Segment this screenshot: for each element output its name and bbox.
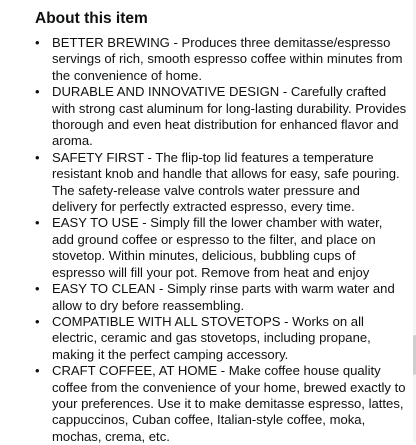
feature-item-better-brewing [35, 35, 407, 84]
feature-text: EASY TO USE - Simply fill the lower chamber with water, add ground coffee or espresso to the filter, and place on stovetop. Within minutes, delicious, bubbling cups of espresso will fill your pot. Remove from heat and enjoy [52, 215, 383, 280]
feature-text: CRAFT COFFEE, AT HOME - Make coffee house quality coffee from the convenience of your home, brewed exactly to your preferences. Use it to make demitasse espresso, lattes, cappuccinos, Cuban coffee, Italian-style coffee, moka, mochas, crema, etc. [52, 363, 406, 444]
feature-item-compatible-stovetops [35, 314, 407, 363]
feature-text: COMPATIBLE WITH ALL STOVETOPS - Works on all electric, ceramic and gas stovetops, including propane, making it the perfect camping accessory. [52, 313, 371, 362]
feature-text: BETTER BREWING - Produces three demitasse/espresso servings of rich, smooth espresso coffee within minutes from the convenience of home. [52, 35, 403, 83]
bullet-icon: • [35, 363, 40, 379]
section-heading: About this item [35, 10, 148, 27]
bullet-icon: • [35, 149, 40, 165]
about-this-item-section [35, 9, 407, 445]
bullet-icon: • [35, 281, 40, 297]
feature-text: DURABLE AND INNOVATIVE DESIGN - Carefully crafted with strong cast aluminum for long-lasting durability. Provides thorough and even heat distribution for enhanced flavor and aroma. [52, 84, 407, 149]
bullet-icon: • [35, 35, 40, 50]
feature-bullet-list [35, 35, 407, 445]
bullet-icon: • [35, 215, 40, 231]
feature-item-craft-coffee [35, 363, 407, 445]
feature-item-easy-to-clean [35, 281, 407, 314]
feature-item-safety-first [35, 150, 407, 216]
feature-text: SAFETY FIRST - The flip-top lid features a temperature resistant knob and handle that allows for easy, safe pouring. The safety-release valve controls water pressure and delivery for perfectly extracted espresso, every time. [52, 149, 400, 215]
feature-text: EASY TO CLEAN - Simply rinse parts with warm water and allow to dry before reassembling. [52, 281, 395, 313]
feature-item-durable-design [35, 84, 407, 150]
feature-item-easy-to-use [35, 215, 407, 281]
bullet-icon: • [35, 313, 40, 329]
bullet-icon: • [35, 84, 40, 100]
